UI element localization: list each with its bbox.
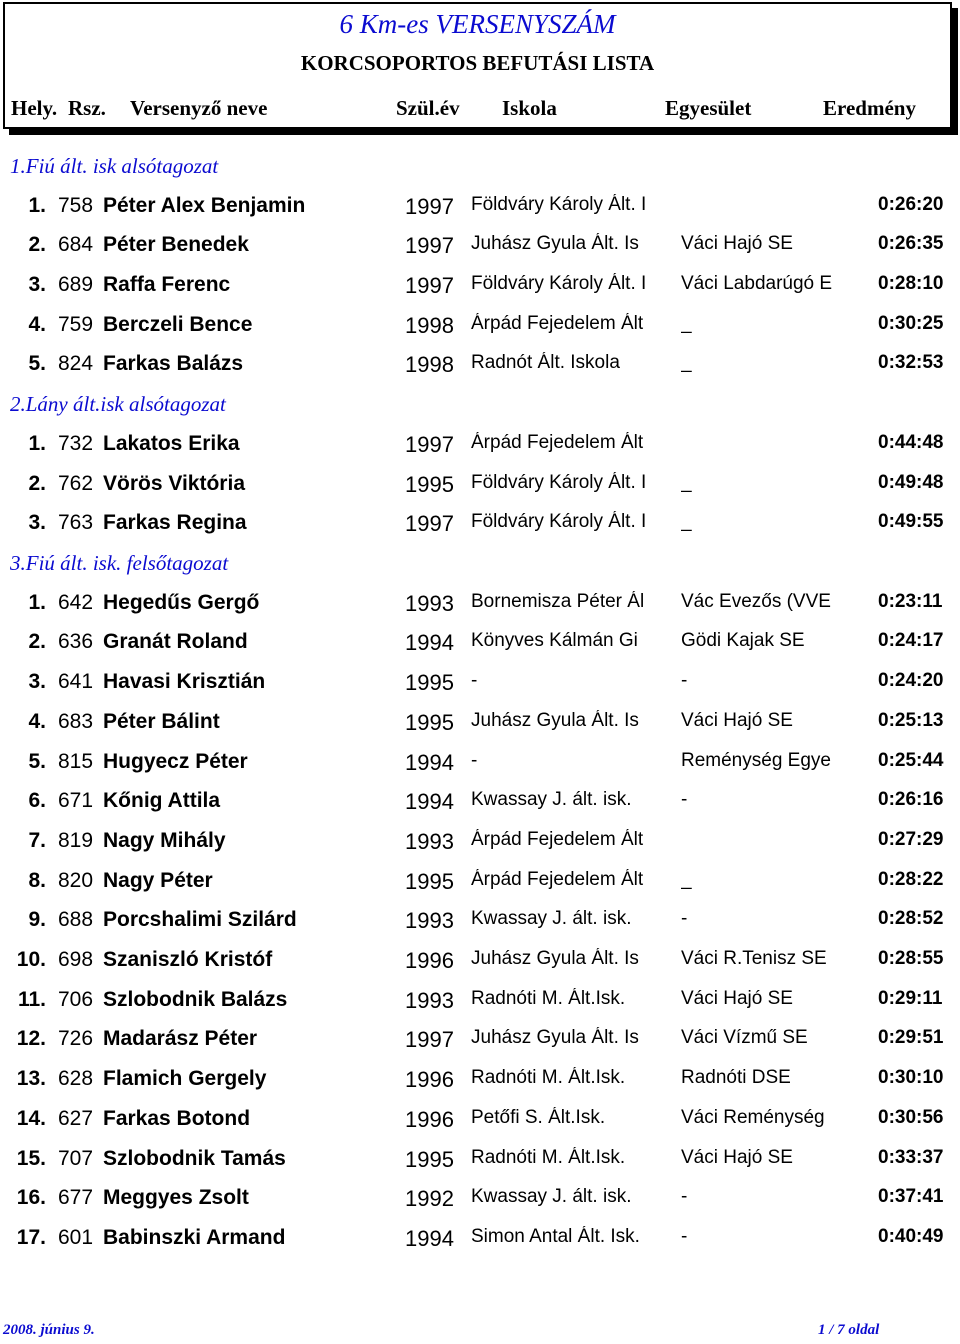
row-bib-number: 759 bbox=[58, 313, 94, 336]
row-school: Radnóti M. Ált.Isk. bbox=[471, 988, 626, 1009]
row-club: Váci Hajó SE bbox=[681, 988, 793, 1009]
row-runner-name: Granát Roland bbox=[103, 630, 248, 653]
row-bib-number: 641 bbox=[58, 670, 94, 693]
row-rank: 15. bbox=[16, 1147, 46, 1170]
table-row bbox=[0, 511, 960, 551]
row-result-time: 0:49:48 bbox=[878, 472, 944, 493]
row-club: Váci R.Tenisz SE bbox=[681, 948, 827, 969]
row-bib-number: 628 bbox=[58, 1067, 94, 1090]
row-runner-name: Lakatos Erika bbox=[103, 432, 240, 455]
row-rank: 6. bbox=[28, 789, 46, 812]
page-title: 6 Km-es VERSENYSZÁM bbox=[339, 9, 616, 39]
row-school: Juhász Gyula Ált. Is bbox=[471, 1027, 639, 1048]
column-header-bib: Rsz. bbox=[68, 96, 106, 120]
row-birth-year: 1998 bbox=[405, 352, 454, 377]
section-title: 2.Lány ált.isk alsótagozat bbox=[10, 392, 226, 416]
row-birth-year: 1995 bbox=[405, 670, 454, 695]
row-bib-number: 642 bbox=[58, 591, 94, 614]
row-school: Kwassay J. ált. isk. bbox=[471, 1186, 632, 1207]
row-result-time: 0:40:49 bbox=[878, 1226, 944, 1247]
row-bib-number: 763 bbox=[58, 511, 94, 534]
row-club: Reménység Egye bbox=[681, 750, 831, 771]
row-bib-number: 698 bbox=[58, 948, 94, 971]
footer-page-number: 1 / 7 oldal bbox=[818, 1322, 880, 1338]
row-runner-name: Farkas Botond bbox=[103, 1107, 251, 1130]
table-row bbox=[0, 1067, 960, 1107]
row-birth-year: 1997 bbox=[405, 273, 454, 298]
row-birth-year: 1997 bbox=[405, 432, 454, 457]
row-bib-number: 726 bbox=[58, 1027, 94, 1050]
row-result-time: 0:25:13 bbox=[878, 710, 944, 731]
table-row bbox=[0, 313, 960, 353]
row-club: - bbox=[681, 789, 688, 810]
row-result-time: 0:28:55 bbox=[878, 948, 944, 969]
row-school: Földváry Károly Ált. I bbox=[471, 511, 647, 532]
section-title: 3.Fiú ált. isk. felsőtagozat bbox=[10, 551, 229, 575]
row-birth-year: 1992 bbox=[405, 1186, 454, 1211]
row-school: Juhász Gyula Ált. Is bbox=[471, 710, 639, 731]
row-bib-number: 684 bbox=[58, 233, 94, 256]
row-birth-year: 1995 bbox=[405, 710, 454, 735]
row-club: _ bbox=[681, 511, 692, 532]
table-row bbox=[0, 908, 960, 948]
row-runner-name: Péter Alex Benjamin bbox=[103, 194, 306, 217]
row-birth-year: 1997 bbox=[405, 1027, 454, 1052]
row-bib-number: 688 bbox=[58, 908, 94, 931]
row-school: Kwassay J. ált. isk. bbox=[471, 789, 632, 810]
table-row bbox=[0, 1147, 960, 1187]
row-school: Földváry Károly Ált. I bbox=[471, 194, 647, 215]
row-birth-year: 1994 bbox=[405, 789, 454, 814]
row-rank: 17. bbox=[16, 1226, 46, 1249]
row-birth-year: 1996 bbox=[405, 1067, 454, 1092]
row-runner-name: Szlobodnik Balázs bbox=[103, 988, 288, 1011]
row-school: Árpád Fejedelem Ált bbox=[471, 869, 644, 890]
row-club: Váci Hajó SE bbox=[681, 233, 793, 254]
row-school: Kwassay J. ált. isk. bbox=[471, 908, 632, 929]
row-result-time: 0:44:48 bbox=[878, 432, 944, 453]
row-rank: 16. bbox=[16, 1186, 46, 1209]
row-result-time: 0:26:20 bbox=[878, 194, 944, 215]
row-birth-year: 1995 bbox=[405, 472, 454, 497]
row-club: Váci Vízmű SE bbox=[681, 1027, 808, 1048]
row-runner-name: Nagy Péter bbox=[103, 869, 213, 892]
row-school: Könyves Kálmán Gi bbox=[471, 630, 638, 651]
row-result-time: 0:26:16 bbox=[878, 789, 944, 810]
row-birth-year: 1997 bbox=[405, 194, 454, 219]
row-birth-year: 1995 bbox=[405, 869, 454, 894]
row-bib-number: 758 bbox=[58, 194, 94, 217]
row-rank: 1. bbox=[28, 432, 46, 455]
table-row bbox=[0, 1107, 960, 1147]
row-result-time: 0:29:51 bbox=[878, 1027, 944, 1048]
row-runner-name: Flamich Gergely bbox=[103, 1067, 267, 1090]
row-club: Váci Hajó SE bbox=[681, 710, 793, 731]
row-bib-number: 762 bbox=[58, 472, 94, 495]
row-runner-name: Hegedűs Gergő bbox=[103, 591, 260, 614]
row-rank: 2. bbox=[28, 472, 46, 495]
row-runner-name: Havasi Krisztián bbox=[103, 670, 266, 693]
table-row bbox=[0, 1027, 960, 1067]
row-school: Földváry Károly Ált. I bbox=[471, 472, 647, 493]
row-runner-name: Szlobodnik Tamás bbox=[103, 1147, 286, 1170]
row-runner-name: Madarász Péter bbox=[103, 1027, 258, 1050]
row-result-time: 0:27:29 bbox=[878, 829, 944, 850]
row-school: Juhász Gyula Ált. Is bbox=[471, 233, 639, 254]
column-header-name: Versenyző neve bbox=[130, 96, 268, 120]
row-birth-year: 1993 bbox=[405, 988, 454, 1013]
row-bib-number: 683 bbox=[58, 710, 94, 733]
row-bib-number: 732 bbox=[58, 432, 94, 455]
row-result-time: 0:24:20 bbox=[878, 670, 944, 691]
row-runner-name: Hugyecz Péter bbox=[103, 750, 248, 773]
table-row bbox=[0, 233, 960, 273]
row-club: - bbox=[681, 908, 688, 929]
row-school: - bbox=[471, 670, 478, 691]
table-row bbox=[0, 194, 960, 234]
row-result-time: 0:28:10 bbox=[878, 273, 944, 294]
row-result-time: 0:30:10 bbox=[878, 1067, 944, 1088]
row-result-time: 0:24:17 bbox=[878, 630, 944, 651]
table-row bbox=[0, 352, 960, 392]
page-subtitle: KORCSOPORTOS BEFUTÁSI LISTA bbox=[300, 51, 655, 75]
row-birth-year: 1994 bbox=[405, 750, 454, 775]
row-bib-number: 824 bbox=[58, 352, 94, 375]
row-school: Radnóti M. Ált.Isk. bbox=[471, 1067, 626, 1088]
row-rank: 8. bbox=[28, 869, 46, 892]
row-rank: 9. bbox=[28, 908, 46, 931]
row-club: _ bbox=[681, 472, 692, 493]
row-school: Simon Antal Ált. Isk. bbox=[471, 1226, 640, 1247]
row-runner-name: Raffa Ferenc bbox=[103, 273, 231, 296]
row-runner-name: Meggyes Zsolt bbox=[103, 1186, 249, 1209]
row-rank: 1. bbox=[28, 591, 46, 614]
row-result-time: 0:30:56 bbox=[878, 1107, 944, 1128]
row-club: - bbox=[681, 1186, 688, 1207]
row-school: - bbox=[471, 750, 478, 771]
row-rank: 3. bbox=[28, 511, 46, 534]
row-rank: 5. bbox=[28, 352, 46, 375]
row-school: Radnóti M. Ált.Isk. bbox=[471, 1147, 626, 1168]
row-runner-name: Nagy Mihály bbox=[103, 829, 226, 852]
row-result-time: 0:29:11 bbox=[878, 988, 943, 1009]
row-result-time: 0:25:44 bbox=[878, 750, 944, 771]
row-bib-number: 706 bbox=[58, 988, 94, 1011]
row-rank: 2. bbox=[28, 630, 46, 653]
row-club: Vác Evezős (VVE bbox=[681, 591, 831, 612]
row-school: Árpád Fejedelem Ált bbox=[471, 313, 644, 334]
row-rank: 10. bbox=[16, 948, 46, 971]
row-result-time: 0:28:52 bbox=[878, 908, 944, 929]
column-header-school: Iskola bbox=[502, 96, 557, 120]
column-header-club: Egyesület bbox=[665, 96, 752, 120]
table-row bbox=[0, 710, 960, 750]
row-bib-number: 819 bbox=[58, 829, 94, 852]
row-birth-year: 1996 bbox=[405, 948, 454, 973]
row-rank: 3. bbox=[28, 273, 46, 296]
row-result-time: 0:49:55 bbox=[878, 511, 944, 532]
row-birth-year: 1995 bbox=[405, 1147, 454, 1172]
row-birth-year: 1994 bbox=[405, 630, 454, 655]
row-runner-name: Farkas Balázs bbox=[103, 352, 244, 375]
row-bib-number: 820 bbox=[58, 869, 94, 892]
table-row bbox=[0, 591, 960, 631]
row-school: Árpád Fejedelem Ált bbox=[471, 432, 644, 453]
table-row bbox=[0, 829, 960, 869]
row-bib-number: 707 bbox=[58, 1147, 94, 1170]
row-rank: 4. bbox=[28, 710, 46, 733]
row-club: Gödi Kajak SE bbox=[681, 630, 805, 651]
row-runner-name: Farkas Regina bbox=[103, 511, 247, 534]
row-bib-number: 689 bbox=[58, 273, 94, 296]
column-header-rank: Hely. bbox=[11, 96, 58, 120]
row-bib-number: 627 bbox=[58, 1107, 94, 1130]
table-row bbox=[0, 630, 960, 670]
row-result-time: 0:28:22 bbox=[878, 869, 944, 890]
row-school: Petőfi S. Ált.Isk. bbox=[471, 1107, 606, 1128]
row-birth-year: 1996 bbox=[405, 1107, 454, 1132]
row-rank: 2. bbox=[28, 233, 46, 256]
section-title: 1.Fiú ált. isk alsótagozat bbox=[10, 154, 219, 178]
row-rank: 4. bbox=[28, 313, 46, 336]
row-result-time: 0:23:11 bbox=[878, 591, 943, 612]
row-school: Árpád Fejedelem Ált bbox=[471, 829, 644, 850]
table-row bbox=[0, 988, 960, 1028]
row-club: Váci Reménység bbox=[681, 1107, 825, 1128]
table-row bbox=[0, 472, 960, 512]
column-header-birth-year: Szül.év bbox=[396, 96, 460, 120]
row-runner-name: Porcshalimi Szilárd bbox=[103, 908, 297, 931]
row-runner-name: Babinszki Armand bbox=[103, 1226, 286, 1249]
row-runner-name: Berczeli Bence bbox=[103, 313, 253, 336]
row-rank: 11. bbox=[17, 988, 46, 1011]
row-result-time: 0:37:41 bbox=[878, 1186, 944, 1207]
table-row bbox=[0, 750, 960, 790]
row-birth-year: 1994 bbox=[405, 1226, 454, 1251]
row-birth-year: 1993 bbox=[405, 591, 454, 616]
row-runner-name: Szaniszló Kristóf bbox=[103, 948, 273, 971]
row-birth-year: 1998 bbox=[405, 313, 454, 338]
row-runner-name: Péter Bálint bbox=[103, 710, 220, 733]
row-school: Bornemisza Péter Ál bbox=[471, 591, 645, 612]
row-bib-number: 601 bbox=[58, 1226, 94, 1249]
table-row bbox=[0, 789, 960, 829]
table-row bbox=[0, 1186, 960, 1226]
table-row bbox=[0, 432, 960, 472]
row-club: _ bbox=[681, 313, 692, 334]
row-school: Földváry Károly Ált. I bbox=[471, 273, 647, 294]
row-club: Váci Labdarúgó E bbox=[681, 273, 833, 294]
table-row bbox=[0, 273, 960, 313]
row-bib-number: 815 bbox=[58, 750, 94, 773]
table-row bbox=[0, 1226, 960, 1266]
row-rank: 3. bbox=[28, 670, 46, 693]
row-bib-number: 677 bbox=[58, 1186, 94, 1209]
row-rank: 5. bbox=[28, 750, 46, 773]
row-birth-year: 1997 bbox=[405, 511, 454, 536]
header-box bbox=[3, 2, 952, 129]
row-result-time: 0:30:25 bbox=[878, 313, 944, 334]
row-birth-year: 1993 bbox=[405, 829, 454, 854]
row-club: Váci Hajó SE bbox=[681, 1147, 793, 1168]
row-bib-number: 636 bbox=[58, 630, 94, 653]
row-bib-number: 671 bbox=[58, 789, 94, 812]
row-result-time: 0:33:37 bbox=[878, 1147, 944, 1168]
row-school: Radnót Ált. Iskola bbox=[471, 352, 620, 373]
table-row bbox=[0, 948, 960, 988]
row-rank: 12. bbox=[16, 1027, 46, 1050]
row-birth-year: 1993 bbox=[405, 908, 454, 933]
row-birth-year: 1997 bbox=[405, 233, 454, 258]
row-club: _ bbox=[681, 352, 692, 373]
column-header-result: Eredmény bbox=[823, 96, 916, 120]
row-rank: 14. bbox=[16, 1107, 46, 1130]
row-club: _ bbox=[681, 869, 692, 890]
row-runner-name: Kőnig Attila bbox=[103, 789, 221, 812]
row-runner-name: Vörös Viktória bbox=[103, 472, 245, 495]
row-runner-name: Péter Benedek bbox=[103, 233, 249, 256]
row-club: - bbox=[681, 670, 688, 691]
table-row bbox=[0, 670, 960, 710]
row-school: Juhász Gyula Ált. Is bbox=[471, 948, 639, 969]
row-club: - bbox=[681, 1226, 688, 1247]
footer-date: 2008. június 9. bbox=[3, 1322, 95, 1338]
row-rank: 7. bbox=[28, 829, 46, 852]
row-rank: 13. bbox=[16, 1067, 46, 1090]
table-row bbox=[0, 869, 960, 909]
row-club: Radnóti DSE bbox=[681, 1067, 791, 1088]
row-result-time: 0:26:35 bbox=[878, 233, 944, 254]
row-result-time: 0:32:53 bbox=[878, 352, 944, 373]
row-rank: 1. bbox=[28, 194, 46, 217]
